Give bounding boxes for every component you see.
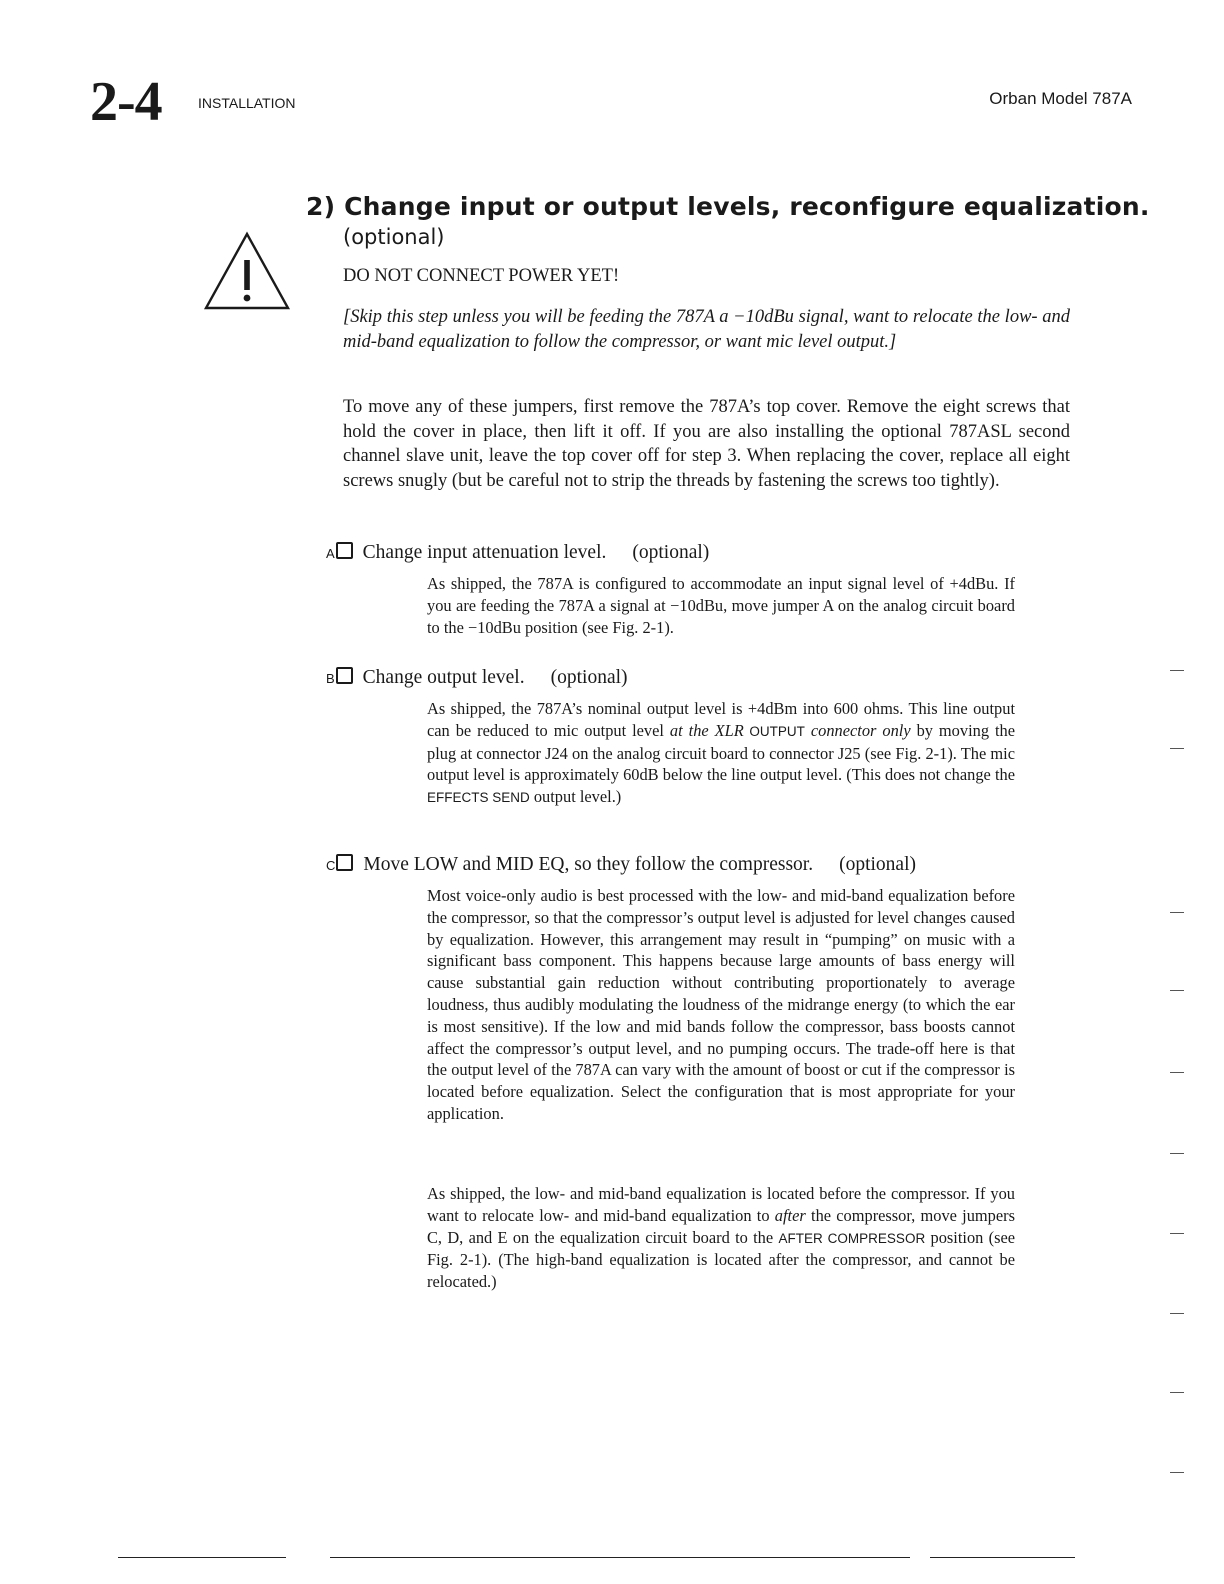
warning-triangle-icon (202, 230, 292, 312)
bottom-rule-right (930, 1557, 1075, 1558)
item-a-letter: A (326, 546, 335, 561)
section-label: INSTALLATION (198, 95, 296, 111)
page-number: 2-4 (90, 71, 162, 133)
margin-tick (1170, 1153, 1184, 1154)
item-c-paragraph-1: Most voice-only audio is best processed with the low- and mid-band equalization before the compressor, so that the compressor’s output level is adjusted for level changes caused by equalization. However, this arrangement may result in “pumping” on music with a significant bass component. This happens because large amounts of bass energy will cause substantial gain reduction without contributing proportionately to average loudness, thus audibly modulating the loudness of the midrange energy (to which the ear is most sensitive). If the low and mid bands follow the compressor, bass boosts cannot affect the compressor’s output level, and no pumping occurs. The trade-off here is that the output level of the 787A can vary with the amount of boost or cut if the compressor is located before equalization. Select the configuration that is most appropriate for your application. (427, 886, 1015, 1123)
margin-tick (1170, 1472, 1184, 1473)
bottom-rule-center (330, 1557, 910, 1558)
margin-tick (1170, 990, 1184, 991)
item-c-letter: C (326, 858, 336, 873)
margin-tick (1170, 1072, 1184, 1073)
item-b-heading (326, 665, 628, 692)
warning-text: DO NOT CONNECT POWER YET! (343, 266, 620, 286)
margin-tick (1170, 1392, 1184, 1393)
bottom-rule-left (118, 1557, 286, 1558)
step-heading: 2) Change input or output levels, reconfigure equalization. (306, 192, 1150, 221)
checkbox-c[interactable] (336, 854, 353, 871)
item-a-optional: (optional) (632, 542, 710, 563)
margin-tick (1170, 1233, 1184, 1234)
item-c-title: Move LOW and MID EQ, so they follow the compressor. (363, 854, 814, 875)
margin-tick (1170, 748, 1184, 749)
step-optional-label: (optional) (343, 225, 445, 249)
item-a-text: As shipped, the 787A is configured to accommodate an input signal level of +4dBu. If you are feeding the 787A a signal at −10dBu, move jumper A on the analog circuit board to the −10dBu position (see Fig. 2-1). (427, 574, 1015, 637)
checkbox-a[interactable] (336, 542, 353, 559)
margin-tick (1170, 912, 1184, 913)
item-b-text: As shipped, the 787A’s nominal output level is +4dBm into 600 ohms. This line output can be reduced to mic output level at the XLR OUTPUT connector only by moving the plug at connector J24 on the analog circuit board to connector J25 (see Fig. 2-1). The mic output level is approximately 60dB below the line output level. (This does not change the EFFECTS SEND output level.) (427, 699, 1016, 807)
margin-tick (1170, 670, 1184, 671)
item-b-letter: B (326, 671, 335, 686)
item-b-optional: (optional) (550, 667, 628, 688)
item-c-paragraph-2: As shipped, the low- and mid-band equalization is located before the compressor. If you want to relocate low- and mid-band equalization to after the compressor, move jumpers C, D, and E on the equalization circuit board to the AFTER COMPRESSOR position (see Fig. 2-1). (The high-band equalization is located after the compressor, and cannot be relocated.) (427, 1184, 1016, 1292)
margin-tick (1170, 1313, 1184, 1314)
item-a-title: Change input attenuation level. (362, 542, 607, 563)
document-title: Orban Model 787A (989, 89, 1132, 108)
cover-instructions: To move any of these jumpers, first remove the 787A’s top cover. Remove the eight screws that hold the cover in place, then lift it off. If you are also installing the optional 787ASL second channel slave unit, leave the top cover off for step 3. When replacing the cover, replace all eight screws snugly (but be careful not to strip the threads by fastening the screws too tightly). (343, 397, 1070, 491)
item-b-title: Change output level. (362, 667, 525, 688)
item-c-heading (326, 852, 916, 879)
item-a-heading (326, 540, 709, 567)
item-c-optional: (optional) (839, 854, 916, 875)
skip-note: [Skip this step unless you will be feeding the 787A a −10dBu signal, want to relocate the low- and mid-band equalization to follow the compressor, or want mic level output.] (343, 307, 1070, 352)
checkbox-b[interactable] (336, 667, 353, 684)
